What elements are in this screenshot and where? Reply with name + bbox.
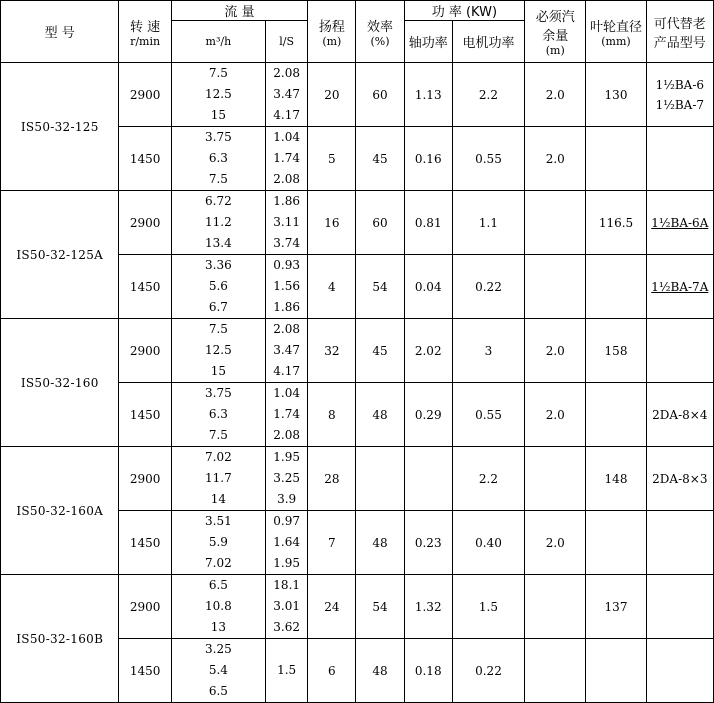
impeller-cell — [586, 511, 646, 575]
flow-ls-cell-value: 18.1 — [273, 578, 301, 592]
speed-cell: 1450 — [119, 127, 171, 191]
table-row — [1, 319, 714, 383]
npsh-cell: 2.0 — [525, 63, 586, 127]
flow-m3h-cell-value: 3.36 — [205, 258, 232, 272]
flow-m3h-cell — [171, 319, 265, 383]
npsh-cell: 2.0 — [525, 127, 586, 191]
flow-m3h-cell-value: 12.5 — [205, 343, 232, 357]
flow-ls-cell-value: 4.17 — [273, 108, 301, 122]
speed-cell: 2900 — [119, 191, 171, 255]
flow-m3h-cell-value: 15 — [210, 108, 227, 122]
flow-m3h-cell-value: 7.02 — [205, 556, 232, 570]
header-flow: 流 量 — [171, 1, 308, 21]
flow-ls-cell-value: 2.08 — [273, 428, 301, 442]
flow-m3h-cell-value: 7.02 — [205, 450, 232, 464]
npsh-cell: 2.0 — [525, 511, 586, 575]
speed-cell: 2900 — [119, 63, 171, 127]
npsh-cell — [525, 447, 586, 511]
flow-m3h-cell-value: 3.75 — [205, 130, 232, 144]
impeller-cell: 116.5 — [586, 191, 646, 255]
flow-ls-cell-value: 3.62 — [273, 620, 301, 634]
flow-ls-cell-value: 1.04 — [273, 130, 301, 144]
impeller-cell: 130 — [586, 63, 646, 127]
flow-ls-cell-value: 1.74 — [273, 151, 301, 165]
flow-ls-cell-value: 4.17 — [273, 364, 301, 378]
table-row — [1, 63, 714, 127]
head-cell: 28 — [308, 447, 356, 511]
flow-ls-cell-value: 3.25 — [273, 471, 301, 485]
motor-power-cell: 2.2 — [452, 447, 524, 511]
flow-m3h-cell-value: 3.75 — [205, 386, 232, 400]
flow-m3h-cell-value: 6.3 — [208, 407, 228, 421]
header-replace: 可代替老 产品型号 — [646, 1, 713, 63]
motor-power-cell: 1.1 — [452, 191, 524, 255]
shaft-power-cell: 0.29 — [404, 383, 452, 447]
flow-m3h-cell-value: 11.2 — [205, 215, 232, 229]
speed-cell: 2900 — [119, 447, 171, 511]
flow-ls-cell-value: 1.95 — [273, 450, 301, 464]
npsh-cell — [525, 575, 586, 639]
flow-m3h-cell-value: 7.5 — [208, 66, 228, 80]
head-cell: 20 — [308, 63, 356, 127]
flow-m3h-cell-value: 14 — [210, 492, 227, 506]
flow-ls-cell-value: 3.74 — [273, 236, 301, 250]
table-row — [1, 575, 714, 639]
flow-m3h-cell — [171, 127, 265, 191]
table-row — [1, 447, 714, 511]
flow-ls-cell-value: 2.08 — [273, 66, 301, 80]
flow-m3h-cell-value: 6.3 — [208, 151, 228, 165]
flow-ls-cell-value: 0.93 — [273, 258, 301, 272]
flow-ls-cell — [266, 319, 308, 383]
flow-m3h-cell — [171, 575, 265, 639]
motor-power-cell: 2.2 — [452, 63, 524, 127]
head-cell: 7 — [308, 511, 356, 575]
replace-model: 1½BA-6A — [651, 215, 709, 230]
flow-ls-cell-value: 0.97 — [273, 514, 301, 528]
flow-m3h-cell — [171, 447, 265, 511]
flow-m3h-cell-value: 15 — [210, 364, 227, 378]
flow-m3h-cell-value: 10.8 — [205, 599, 232, 613]
speed-cell: 1450 — [119, 383, 171, 447]
flow-ls-cell — [266, 511, 308, 575]
speed-cell: 1450 — [119, 511, 171, 575]
npsh-cell: 2.0 — [525, 319, 586, 383]
npsh-cell — [525, 255, 586, 319]
header-impeller: 叶轮直径 (mm) — [586, 1, 646, 63]
header-shaft-power: 轴功率 — [404, 21, 452, 63]
speed-cell: 2900 — [119, 319, 171, 383]
motor-power-cell: 0.22 — [452, 255, 524, 319]
flow-ls-cell — [266, 447, 308, 511]
head-cell: 24 — [308, 575, 356, 639]
replace-cell — [646, 639, 713, 703]
flow-ls-cell — [266, 383, 308, 447]
model-name: IS50-32-160A — [1, 447, 119, 575]
replace-cell — [646, 575, 713, 639]
shaft-power-cell: 0.23 — [404, 511, 452, 575]
flow-m3h-cell-value: 7.5 — [208, 172, 228, 186]
flow-ls-cell-value: 1.86 — [273, 194, 301, 208]
flow-ls-cell — [266, 63, 308, 127]
replace-model: 2DA-8×3 — [652, 471, 708, 486]
flow-m3h-cell-value: 11.7 — [205, 471, 232, 485]
npsh-cell — [525, 191, 586, 255]
flow-m3h-cell — [171, 191, 265, 255]
flow-m3h-cell-value: 3.25 — [205, 642, 232, 656]
efficiency-cell: 54 — [356, 575, 404, 639]
impeller-cell: 148 — [586, 447, 646, 511]
efficiency-cell: 48 — [356, 511, 404, 575]
efficiency-cell: 60 — [356, 191, 404, 255]
flow-ls-cell — [266, 191, 308, 255]
header-motor-power: 电机功率 — [452, 21, 524, 63]
flow-ls-cell-value: 3.47 — [273, 343, 301, 357]
flow-m3h-cell — [171, 383, 265, 447]
head-cell: 4 — [308, 255, 356, 319]
replace-cell — [646, 319, 713, 383]
model-name: IS50-32-125 — [1, 63, 119, 191]
motor-power-cell: 0.40 — [452, 511, 524, 575]
flow-ls-cell-value: 3.11 — [273, 215, 301, 229]
flow-ls-cell-value: 1.64 — [273, 535, 301, 549]
flow-ls-cell-value: 3.01 — [273, 599, 301, 613]
shaft-power-cell — [404, 447, 452, 511]
replace-model: 1½BA-7 — [655, 97, 705, 112]
efficiency-cell: 45 — [356, 127, 404, 191]
impeller-cell — [586, 383, 646, 447]
flow-m3h-cell-value: 5.9 — [208, 535, 228, 549]
header-model: 型 号 — [1, 1, 119, 63]
flow-ls-cell-value: 1.56 — [273, 279, 301, 293]
flow-m3h-cell-value: 5.6 — [208, 279, 228, 293]
flow-ls-cell — [266, 127, 308, 191]
motor-power-cell: 3 — [452, 319, 524, 383]
motor-power-cell: 0.55 — [452, 127, 524, 191]
flow-m3h-cell-value: 3.51 — [205, 514, 232, 528]
efficiency-cell: 45 — [356, 319, 404, 383]
header-flow-m3h: m³/h — [171, 21, 265, 63]
efficiency-cell: 48 — [356, 639, 404, 703]
flow-m3h-cell-value: 13.4 — [205, 236, 232, 250]
shaft-power-cell: 1.13 — [404, 63, 452, 127]
flow-ls-cell-value: 3.47 — [273, 87, 301, 101]
shaft-power-cell: 0.16 — [404, 127, 452, 191]
shaft-power-cell: 0.81 — [404, 191, 452, 255]
shaft-power-cell: 2.02 — [404, 319, 452, 383]
header-power: 功 率 (KW) — [404, 1, 525, 21]
npsh-cell — [525, 639, 586, 703]
impeller-cell — [586, 255, 646, 319]
flow-m3h-cell — [171, 63, 265, 127]
table-row — [1, 191, 714, 255]
head-cell: 5 — [308, 127, 356, 191]
replace-cell — [646, 127, 713, 191]
header-speed: 转 速 r/min — [119, 1, 171, 63]
flow-m3h-cell-value: 12.5 — [205, 87, 232, 101]
flow-m3h-cell-value: 6.72 — [205, 194, 232, 208]
flow-m3h-cell-value: 6.7 — [208, 300, 228, 314]
motor-power-cell: 0.22 — [452, 639, 524, 703]
efficiency-cell: 54 — [356, 255, 404, 319]
flow-ls-cell-value: 1.86 — [273, 300, 301, 314]
flow-ls-cell — [266, 575, 308, 639]
flow-ls-cell-value: 2.08 — [273, 322, 301, 336]
model-name: IS50-32-160B — [1, 575, 119, 703]
head-cell: 8 — [308, 383, 356, 447]
header-head: 扬程 (m) — [308, 1, 356, 63]
impeller-cell — [586, 127, 646, 191]
flow-m3h-cell — [171, 639, 265, 703]
impeller-cell: 158 — [586, 319, 646, 383]
speed-cell: 1450 — [119, 639, 171, 703]
header-flow-ls: l/S — [266, 21, 308, 63]
head-cell: 16 — [308, 191, 356, 255]
flow-ls-cell — [266, 255, 308, 319]
motor-power-cell: 0.55 — [452, 383, 524, 447]
replace-model: 1½BA-6 — [655, 77, 705, 92]
flow-ls-cell-value: 1.04 — [273, 386, 301, 400]
flow-m3h-cell-value: 6.5 — [208, 578, 228, 592]
replace-cell — [646, 255, 713, 319]
model-name: IS50-32-160 — [1, 319, 119, 447]
impeller-cell — [586, 639, 646, 703]
replace-cell — [646, 511, 713, 575]
motor-power-cell: 1.5 — [452, 575, 524, 639]
replace-cell — [646, 447, 713, 511]
flow-m3h-cell-value: 13 — [210, 620, 227, 634]
shaft-power-cell: 0.18 — [404, 639, 452, 703]
replace-cell — [646, 63, 713, 127]
impeller-cell: 137 — [586, 575, 646, 639]
shaft-power-cell: 0.04 — [404, 255, 452, 319]
header-efficiency: 效率 (%) — [356, 1, 404, 63]
model-name: IS50-32-125A — [1, 191, 119, 319]
flow-m3h-cell — [171, 255, 265, 319]
flow-m3h-cell-value: 6.5 — [208, 684, 228, 698]
replace-model: 2DA-8×4 — [652, 407, 708, 422]
flow-m3h-cell-value: 5.4 — [208, 663, 228, 677]
replace-model: 1½BA-7A — [651, 279, 709, 294]
flow-m3h-cell-value: 7.5 — [208, 428, 228, 442]
flow-ls-cell-value: 1.74 — [273, 407, 301, 421]
flow-ls-cell-value: 1.5 — [277, 663, 297, 677]
head-cell: 6 — [308, 639, 356, 703]
replace-cell — [646, 383, 713, 447]
npsh-cell: 2.0 — [525, 383, 586, 447]
flow-m3h-cell — [171, 511, 265, 575]
efficiency-cell: 60 — [356, 63, 404, 127]
header-npsh: 必须汽 余量 (m) — [525, 1, 586, 63]
table-body — [1, 63, 714, 703]
efficiency-cell: 48 — [356, 383, 404, 447]
flow-ls-cell — [266, 639, 308, 703]
shaft-power-cell: 1.32 — [404, 575, 452, 639]
head-cell: 32 — [308, 319, 356, 383]
efficiency-cell — [356, 447, 404, 511]
replace-cell — [646, 191, 713, 255]
flow-m3h-cell-value: 7.5 — [208, 322, 228, 336]
flow-ls-cell-value: 1.95 — [273, 556, 301, 570]
speed-cell: 1450 — [119, 255, 171, 319]
flow-ls-cell-value: 3.9 — [277, 492, 297, 506]
speed-cell: 2900 — [119, 575, 171, 639]
flow-ls-cell-value: 2.08 — [273, 172, 301, 186]
